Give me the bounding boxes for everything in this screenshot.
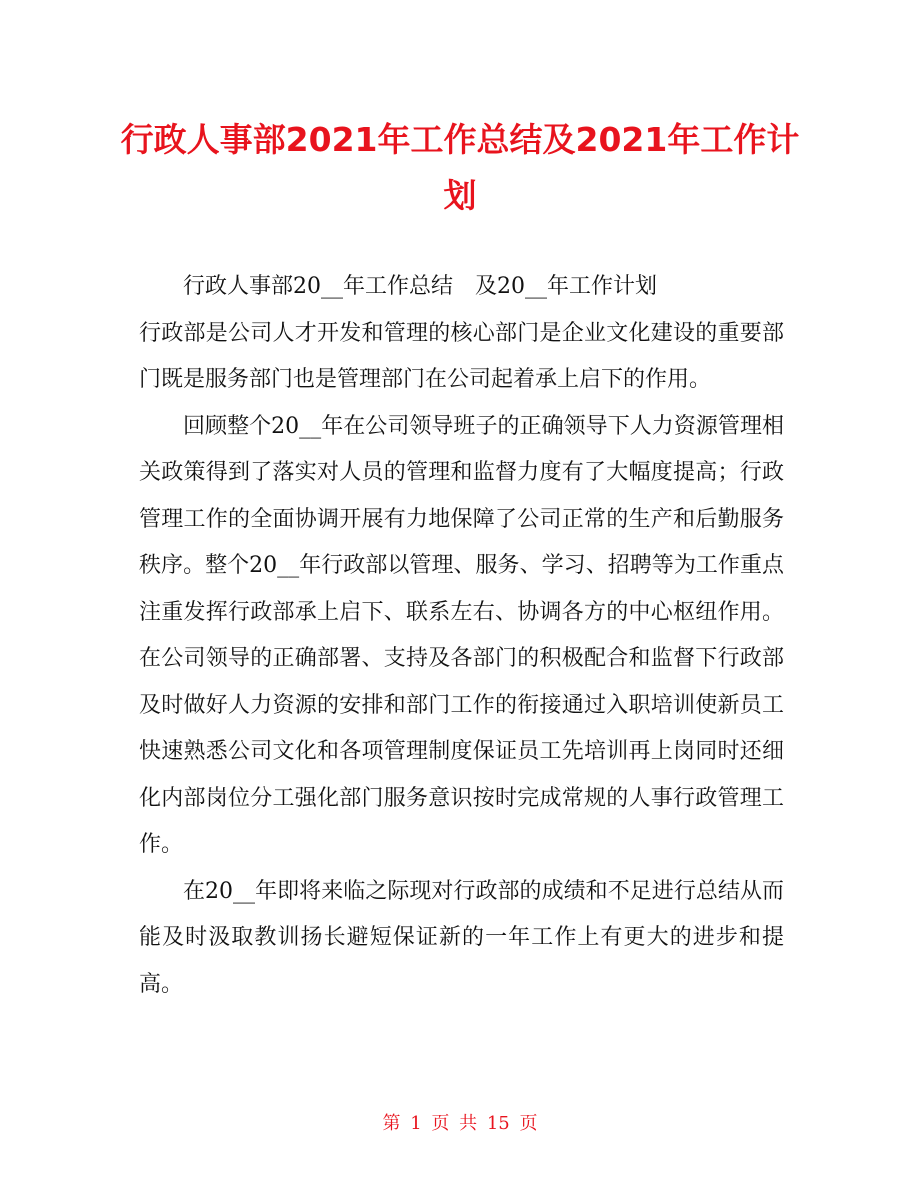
document-title: 行政人事部2021年工作总结及2021年工作计划: [120, 120, 800, 215]
document-body: [139, 264, 784, 1008]
page-number-footer: 第 1 页 共 15 页: [382, 1113, 538, 1134]
paragraph-1: 行政部是公司人才开发和管理的核心部门是企业文化建设的重要部门既是服务部门也是管理部门在公司起着承上启下的作用。: [139, 320, 784, 392]
paragraph-3: 在20__年即将来临之际现对行政部的成绩和不足进行总结从而能及时汲取教训扬长避短保证新的一年工作上有更大的进步和提高。: [139, 878, 784, 997]
document-subtitle: 行政人事部20__年工作总结 及20__年工作计划: [183, 274, 657, 299]
paragraph-2: 回顾整个20__年在公司领导班子的正确领导下人力资源管理相关政策得到了落实对人员的管理和监督力度有了大幅度提高；行政管理工作的全面协调开展有力地保障了公司正常的生产和后勤服务秩序。整个20__年行政部以管理、服务、学习、招聘等为工作重点注重发挥行政部承上启下、联系左右、协调各方的中心枢纽作用。在公司领导的正确部署、支持及各部门的积极配合和监督下行政部及时做好人力资源的安排和部门工作的衔接通过入职培训使新员工快速熟悉公司文化和各项管理制度保证员工先培训再上岗同时还细化内部岗位分工强化部门服务意识按时完成常规的人事行政管理工作。: [139, 413, 784, 857]
